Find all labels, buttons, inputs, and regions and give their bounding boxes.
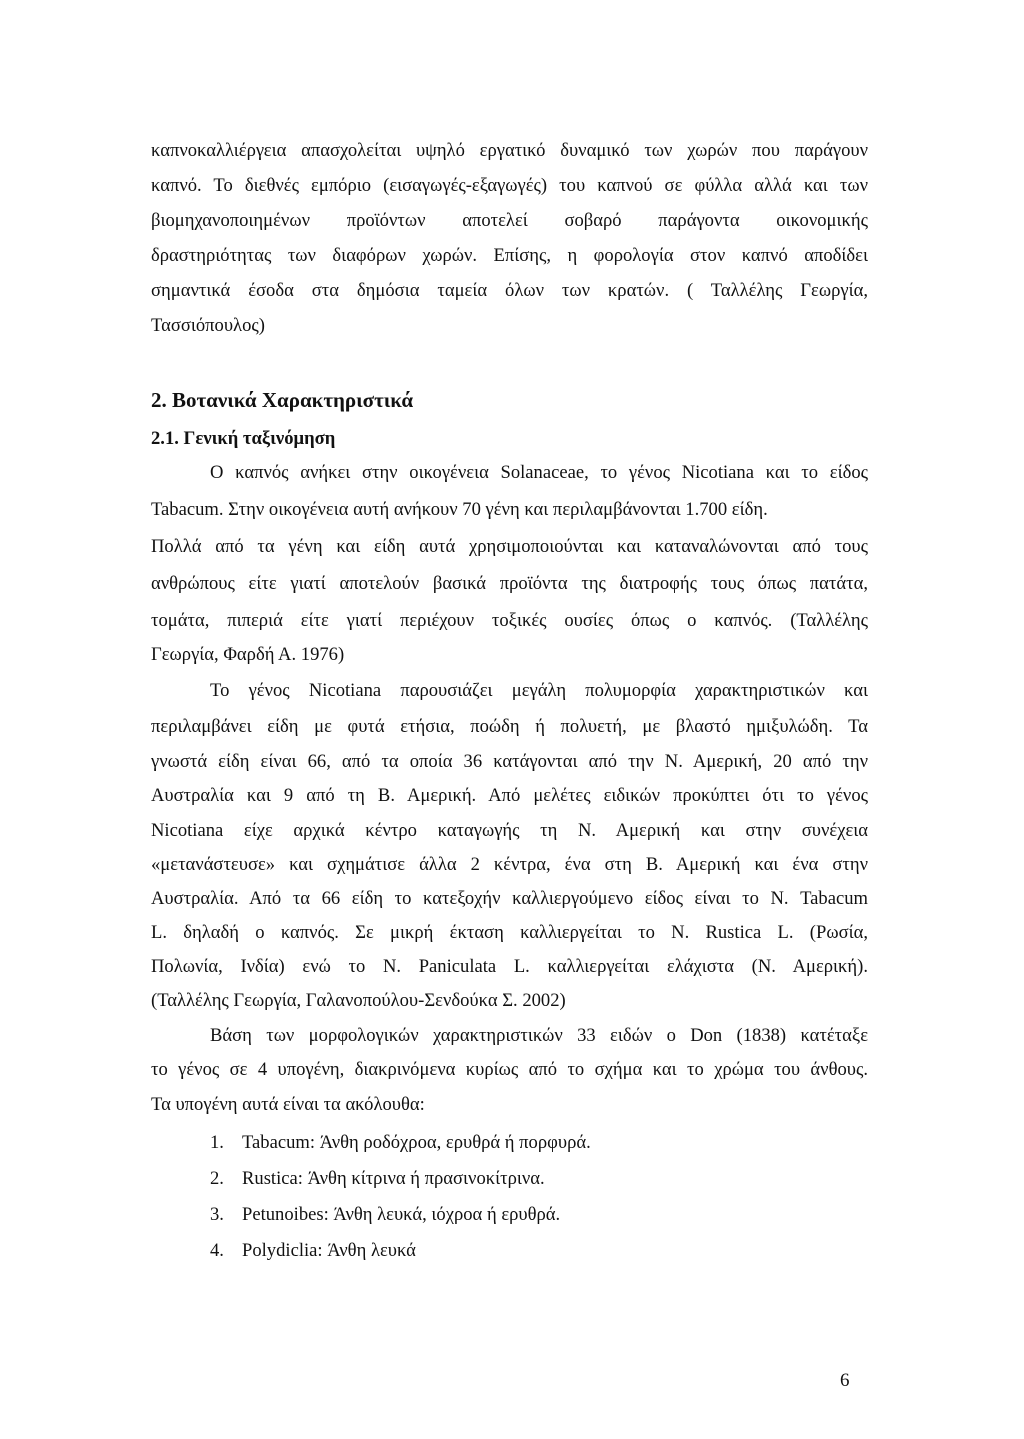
subsection-heading: 2.1. Γενική ταξινόμηση — [151, 428, 336, 449]
paragraph-line: L. δηλαδή ο καπνός. Σε μικρή έκταση καλλιεργείται το Ν. Rustica L. (Ρωσία, — [151, 922, 868, 943]
paragraph-line: γνωστά είδη είναι 66, από τα οποία 36 κατάγονται από την Ν. Αμερική, 20 από την — [151, 751, 868, 772]
paragraph-line: περιλαμβάνει είδη με φυτά ετήσια, ποώδη ή πολυετή, με βλαστό ημιξυλώδη. Τα — [151, 716, 868, 737]
paragraph-line: «μετανάστευσε» και σχημάτισε άλλα 2 κέντρα, ένα στη Β. Αμερική και ένα στην — [151, 854, 868, 875]
paragraph-line: Πολωνία, Ινδία) ενώ το Ν. Paniculata L. καλλιεργείται ελάχιστα (Ν. Αμερική). — [151, 956, 868, 977]
paragraph-line: Βάση των μορφολογικών χαρακτηριστικών 33 ειδών ο Don (1838) κατέταξε — [210, 1025, 868, 1046]
paragraph-line: σημαντικά έσοδα στα δημόσια ταμεία όλων των κρατών. ( Ταλλέλης Γεωργία, — [151, 280, 868, 301]
paragraph-line: το γένος σε 4 υπογένη, διακρινόμενα κυρίως από το σχήμα και το χρώμα του άνθους. — [151, 1059, 868, 1080]
paragraph-line: (Ταλλέλης Γεωργία, Γαλανοπούλου-Σενδούκα Σ. 2002) — [151, 990, 566, 1011]
list-item-number: 3. — [210, 1204, 224, 1225]
paragraph-line: Nicotiana είχε αρχικά κέντρο καταγωγής τη Ν. Αμερική και στην συνέχεια — [151, 820, 868, 841]
paragraph-line: Αυστραλία. Από τα 66 είδη το κατεξοχήν καλλιεργούμενο είδος είναι το Ν. Tabacum — [151, 888, 868, 909]
page-number: 6 — [840, 1370, 850, 1391]
paragraph-line: καπνό. Το διεθνές εμπόριο (εισαγωγές-εξαγωγές) του καπνού σε φύλλα αλλά και των — [151, 175, 868, 196]
paragraph-line: δραστηριότητας των διαφόρων χωρών. Επίσης, η φορολογία στον καπνό αποδίδει — [151, 245, 868, 266]
paragraph-line: Tabacum. Στην οικογένεια αυτή ανήκουν 70 γένη και περιλαμβάνονται 1.700 είδη. — [151, 499, 768, 520]
paragraph-line: Τασσιόπουλος) — [151, 315, 265, 336]
paragraph-line: Γεωργία, Φαρδή Α. 1976) — [151, 644, 345, 665]
list-item-number: 2. — [210, 1168, 224, 1189]
list-item — [210, 1168, 545, 1190]
paragraph-line: Αυστραλία και 9 από τη Β. Αμερική. Από μελέτες ειδικών προκύπτει ότι το γένος — [151, 785, 868, 806]
list-item-text: Rustica: Άνθη κίτρινα ή πρασινοκίτρινα. — [242, 1168, 545, 1189]
list-item-text: Petunoibes: Άνθη λευκά, ιόχροα ή ερυθρά. — [242, 1204, 561, 1225]
list-item — [210, 1132, 591, 1154]
section-heading: 2. Βοτανικά Χαρακτηριστικά — [151, 388, 414, 412]
paragraph-line: βιομηχανοποιημένων προϊόντων αποτελεί σοβαρό παράγοντα οικονομικής — [151, 210, 868, 231]
paragraph-line: ανθρώπους είτε γιατί αποτελούν βασικά προϊόντα της διατροφής τους όπως πατάτα, — [151, 573, 868, 594]
list-item-text: Tabacum: Άνθη ροδόχροα, ερυθρά ή πορφυρά. — [242, 1132, 591, 1153]
paragraph-line: Ο καπνός ανήκει στην οικογένεια Solanaceae, το γένος Nicotiana και το είδος — [210, 462, 868, 483]
list-item-number: 4. — [210, 1240, 224, 1261]
list-item — [210, 1204, 560, 1226]
paragraph-line: Πολλά από τα γένη και είδη αυτά χρησιμοποιούνται και καταναλώνονται από τους — [151, 536, 868, 557]
list-item-text: Polydiclia: Άνθη λευκά — [242, 1240, 416, 1261]
paragraph-line: καπνοκαλλιέργεια απασχολείται υψηλό εργατικό δυναμικό των χωρών που παράγουν — [151, 140, 868, 161]
list-item — [210, 1240, 416, 1262]
paragraph-line: Τα υπογένη αυτά είναι τα ακόλουθα: — [151, 1094, 425, 1115]
list-item-number: 1. — [210, 1132, 224, 1153]
paragraph-line: Το γένος Nicotiana παρουσιάζει μεγάλη πολυμορφία χαρακτηριστικών και — [210, 680, 868, 701]
paragraph-line: τομάτα, πιπεριά είτε γιατί περιέχουν τοξικές ουσίες όπως ο καπνός. (Ταλλέλης — [151, 610, 868, 631]
